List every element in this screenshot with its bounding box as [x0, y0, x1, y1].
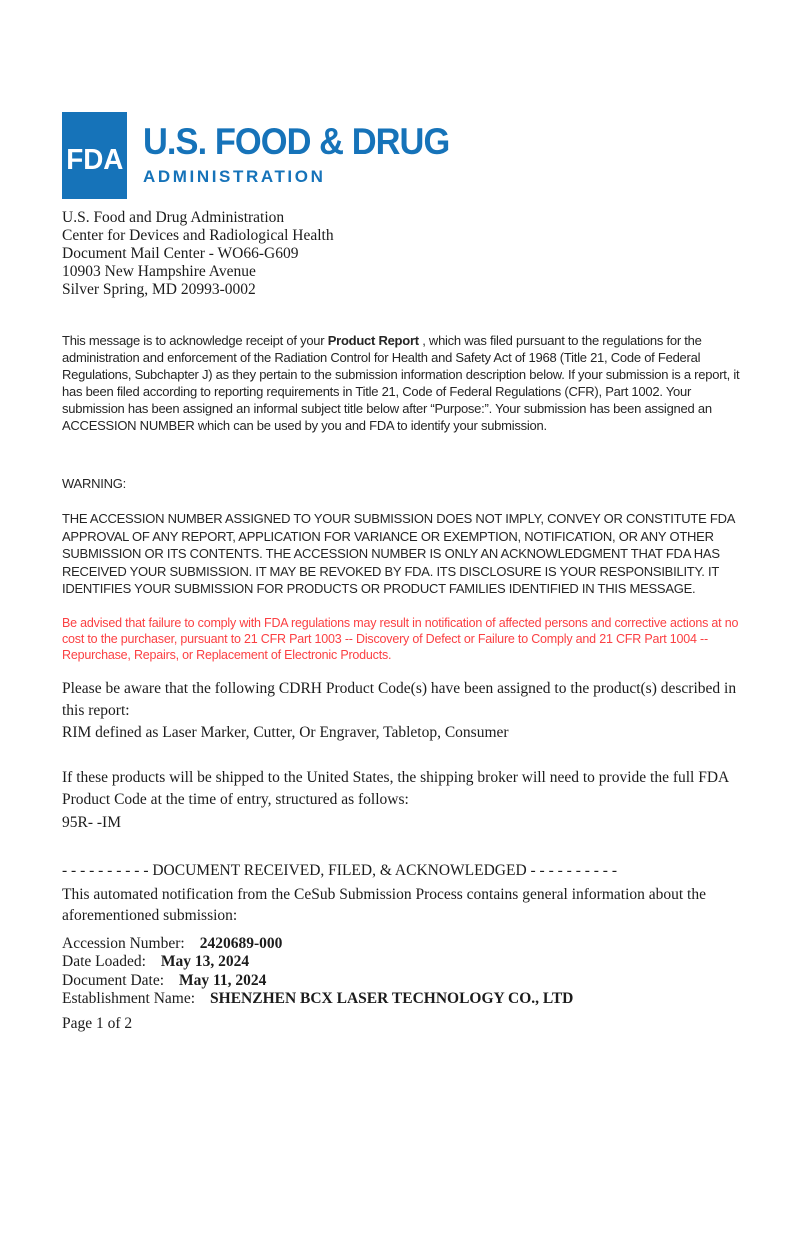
- detail-row-date-loaded: [62, 953, 800, 971]
- fda-wordmark-title: U.S. FOOD & DRUG: [143, 121, 450, 162]
- detail-row-accession-number: [62, 935, 800, 953]
- detail-label: Date Loaded:: [62, 953, 146, 971]
- detail-label: Establishment Name:: [62, 989, 196, 1007]
- document-received-divider: - - - - - - - - - - DOCUMENT RECEIVED, FILED, & ACKNOWLEDGED - - - - - - - - - -: [62, 862, 618, 879]
- detail-row-establishment-name: [62, 990, 800, 1008]
- fda-logo-square-icon: [62, 112, 127, 199]
- sender-address-block: [62, 209, 800, 299]
- address-line: U.S. Food and Drug Administration: [62, 209, 285, 226]
- submission-details: [62, 935, 800, 1008]
- intro-paragraph: [62, 332, 754, 475]
- compliance-notice-red: Be advised that failure to comply with FDA regulations may result in notification of affected persons and corrective actions at no cost to the purchaser, pursuant to 21 CFR Part 1003 -- Discovery of Defect or Failure to Comply and 21 CFR Part 1004 -- Repurchase, Repairs, or Replacement of Electronic Products.: [62, 616, 739, 662]
- detail-label: Accession Number:: [62, 935, 185, 952]
- fda-acknowledgment-letter: [0, 112, 800, 1242]
- fda-logo-wordmark: [143, 112, 472, 187]
- detail-value: SHENZHEN BCX LASER TECHNOLOGY CO., LTD: [210, 989, 574, 1007]
- detail-value: May 13, 2024: [160, 953, 250, 971]
- address-line: Silver Spring, MD 20993-0002: [62, 281, 256, 298]
- warning-paragraph: THE ACCESSION NUMBER ASSIGNED TO YOUR SUBMISSION DOES NOT IMPLY, CONVEY OR CONSTITUTE FDA APPROVAL OF ANY REPORT, APPLICATION FOR VARIANCE OR EXEMPTION, NOTIFICATION, OR ANY OTHER SUBMISSION OR ITS CONTENTS. THE ACCESSION NUMBER IS ONLY AN ACKNOWLEDGMENT THAT FDA HAS RECEIVED YOUR SUBMISSION. IT MAY BE REVOKED BY FDA. ITS DISCLOSURE IS YOUR RESPONSIBILITY. IT IDENTIFIES YOUR SUBMISSION FOR PRODUCTS OR PRODUCT FAMILIES IDENTIFIED IN THIS MESSAGE.: [62, 511, 735, 596]
- detail-label: Document Date:: [62, 971, 165, 989]
- product-codes-intro: Please be aware that the following CDRH Product Code(s) have been assigned to the product(s) described in this report:: [62, 680, 737, 719]
- address-line: Document Mail Center - WO66-G609: [62, 245, 299, 262]
- fda-product-code: 95R- -IM: [62, 814, 121, 831]
- warning-heading: WARNING:: [62, 476, 126, 491]
- fda-wordmark-subtitle: ADMINISTRATION: [143, 167, 326, 186]
- cesub-note: This automated notification from the CeSub Submission Process contains general information about the aforementioned submission:: [62, 886, 706, 924]
- shipping-instructions: If these products will be shipped to the United States, the shipping broker will need to provide the full FDA Product Code at the time of entry, structured as follows:: [62, 769, 729, 808]
- address-line: Center for Devices and Radiological Health: [62, 227, 334, 244]
- product-code-definition: RIM defined as Laser Marker, Cutter, Or Engraver, Tabletop, Consumer: [62, 724, 509, 741]
- fda-logo-acronym: FDA: [65, 144, 124, 176]
- detail-value: May 11, 2024: [179, 971, 267, 989]
- fda-logo: [62, 112, 800, 199]
- intro-text-after: , which was filed pursuant to the regulations for the administration and enforcement of the Radiation Control for Health and Safety Act of 1968 (Title 21, Code of Federal Regulations, Subchapter J) as they pertain to the submission information description below. If your submission is a report, it has been filed according to reporting requirements in Title 21, Code of Federal Regulations (CFR), Part 1002. Your submission has been assigned an informal subject title below after “Purpose:”. Your submission has been assigned an ACCESSION NUMBER which can be used by you and FDA to identify your submission.: [62, 333, 740, 433]
- detail-row-document-date: [62, 972, 800, 990]
- address-line: 10903 New Hampshire Avenue: [62, 263, 256, 280]
- detail-value: 2420689-000: [199, 935, 283, 952]
- page-number: Page 1 of 2: [62, 1015, 133, 1032]
- intro-product-report-bold: Product Report: [327, 333, 419, 348]
- intro-text-before: This message is to acknowledge receipt of your: [62, 333, 328, 348]
